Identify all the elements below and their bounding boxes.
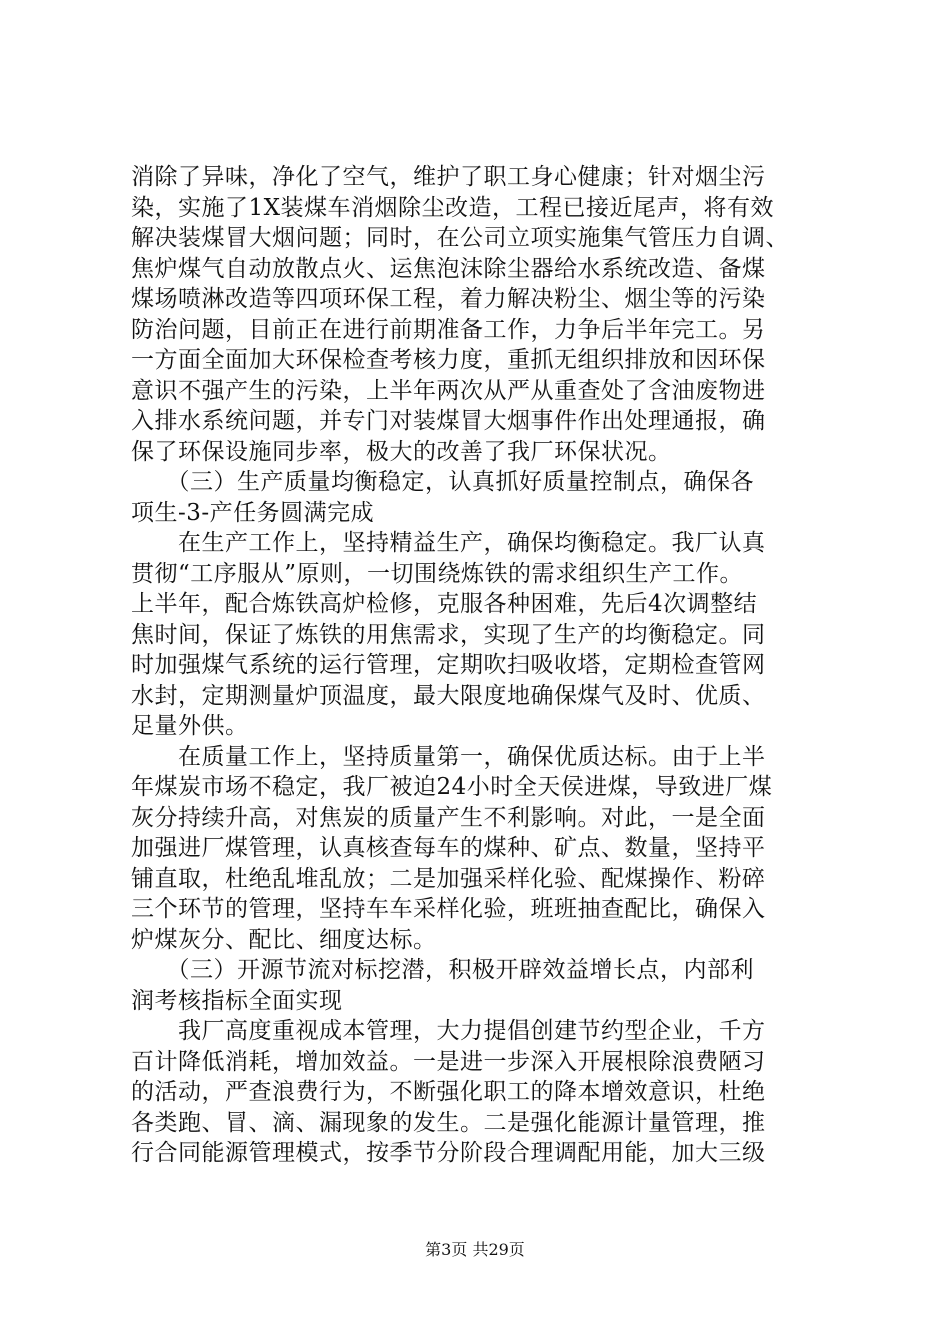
text-line: 煤场喷淋改造等四项环保工程，着力解决粉尘、烟尘等的污染 <box>131 286 766 312</box>
text-line: 一方面全面加大环保检查考核力度，重抓无组织排放和因环保 <box>131 347 766 373</box>
text-line: 项生-3-产任务圆满完成 <box>131 499 375 526</box>
text-line: 解决装煤冒大烟问题；同时，在公司立项实施集气管压力自调、 <box>131 225 789 251</box>
text-line: 润考核指标全面实现 <box>131 987 343 1014</box>
text-line: 百计降低消耗，增加效益。一是进一步深入开展根除浪费陋习 <box>131 1048 766 1075</box>
text-line: 在质量工作上，坚持质量第一，确保优质达标。由于上半 <box>131 743 766 770</box>
text-line: 加强进厂煤管理，认真核查每车的煤种、矿点、数量，坚持平 <box>131 835 766 861</box>
text-line: （三）开源节流对标挖潜，积极开辟效益增长点，内部利 <box>131 957 754 983</box>
text-line: 上半年，配合炼铁高炉检修，克服各种困难，先后4次调整结 <box>131 591 758 617</box>
text-line: 我厂高度重视成本管理，大力提倡创建节约型企业，千方 <box>131 1018 766 1044</box>
text-line: 时加强煤气系统的运行管理，定期吹扫吸收塔，定期检查管网 <box>131 652 766 678</box>
text-line: 消除了异味，净化了空气，维护了职工身心健康；针对烟尘污 <box>131 164 766 190</box>
text-line: （三）生产质量均衡稳定，认真抓好质量控制点，确保各 <box>131 469 754 495</box>
text-line: 年煤炭市场不稳定，我厂被迫24小时全天侯进煤，导致进厂煤 <box>131 774 773 800</box>
text-line: 染，实施了1X装煤车消烟除尘改造，工程已接近尾声，将有效 <box>131 194 775 221</box>
page-footer: 第3页 共29页 <box>425 1240 525 1259</box>
text-line: 三个环节的管理，坚持车车采样化验，班班抽查配比，确保入 <box>131 896 766 922</box>
text-line: 防治问题，目前正在进行前期准备工作，力争后半年完工。另 <box>131 316 766 343</box>
text-line: 铺直取，杜绝乱堆乱放；二是加强采样化验、配煤操作、粉碎 <box>131 865 766 892</box>
text-line: 入排水系统问题，并专门对装煤冒大烟事件作出处理通报，确 <box>131 408 766 434</box>
text-line: 意识不强产生的污染，上半年两次从严从重查处了含油废物进 <box>131 377 766 404</box>
text-line: 在生产工作上，坚持精益生产，确保均衡稳定。我厂认真 <box>131 530 766 556</box>
text-line: 的活动，严查浪费行为，不断强化职工的降本增效意识，杜绝 <box>131 1079 766 1105</box>
text-line: 各类跑、冒、滴、漏现象的发生。二是强化能源计量管理，推 <box>131 1109 766 1136</box>
text-line: 焦时间，保证了炼铁的用焦需求，实现了生产的均衡稳定。同 <box>131 621 766 648</box>
text-line: 焦炉煤气自动放散点火、运焦泡沫除尘器给水系统改造、备煤 <box>131 255 766 282</box>
text-line: 行合同能源管理模式，按季节分阶段合理调配用能，加大三级 <box>131 1140 766 1166</box>
text-line: 水封，定期测量炉顶温度，最大限度地确保煤气及时、优质、 <box>131 682 766 709</box>
text-line: 炉煤灰分、配比、细度达标。 <box>131 926 437 953</box>
text-line: 贯彻“工序服从”原则，一切围绕炼铁的需求组织生产工作。 <box>131 560 744 587</box>
text-line: 保了环保设施同步率，极大的改善了我厂环保状况。 <box>131 438 672 465</box>
text-line: 灰分持续升高，对焦炭的质量产生不利影响。对此，一是全面 <box>131 804 766 831</box>
text-line: 足量外供。 <box>131 713 249 739</box>
